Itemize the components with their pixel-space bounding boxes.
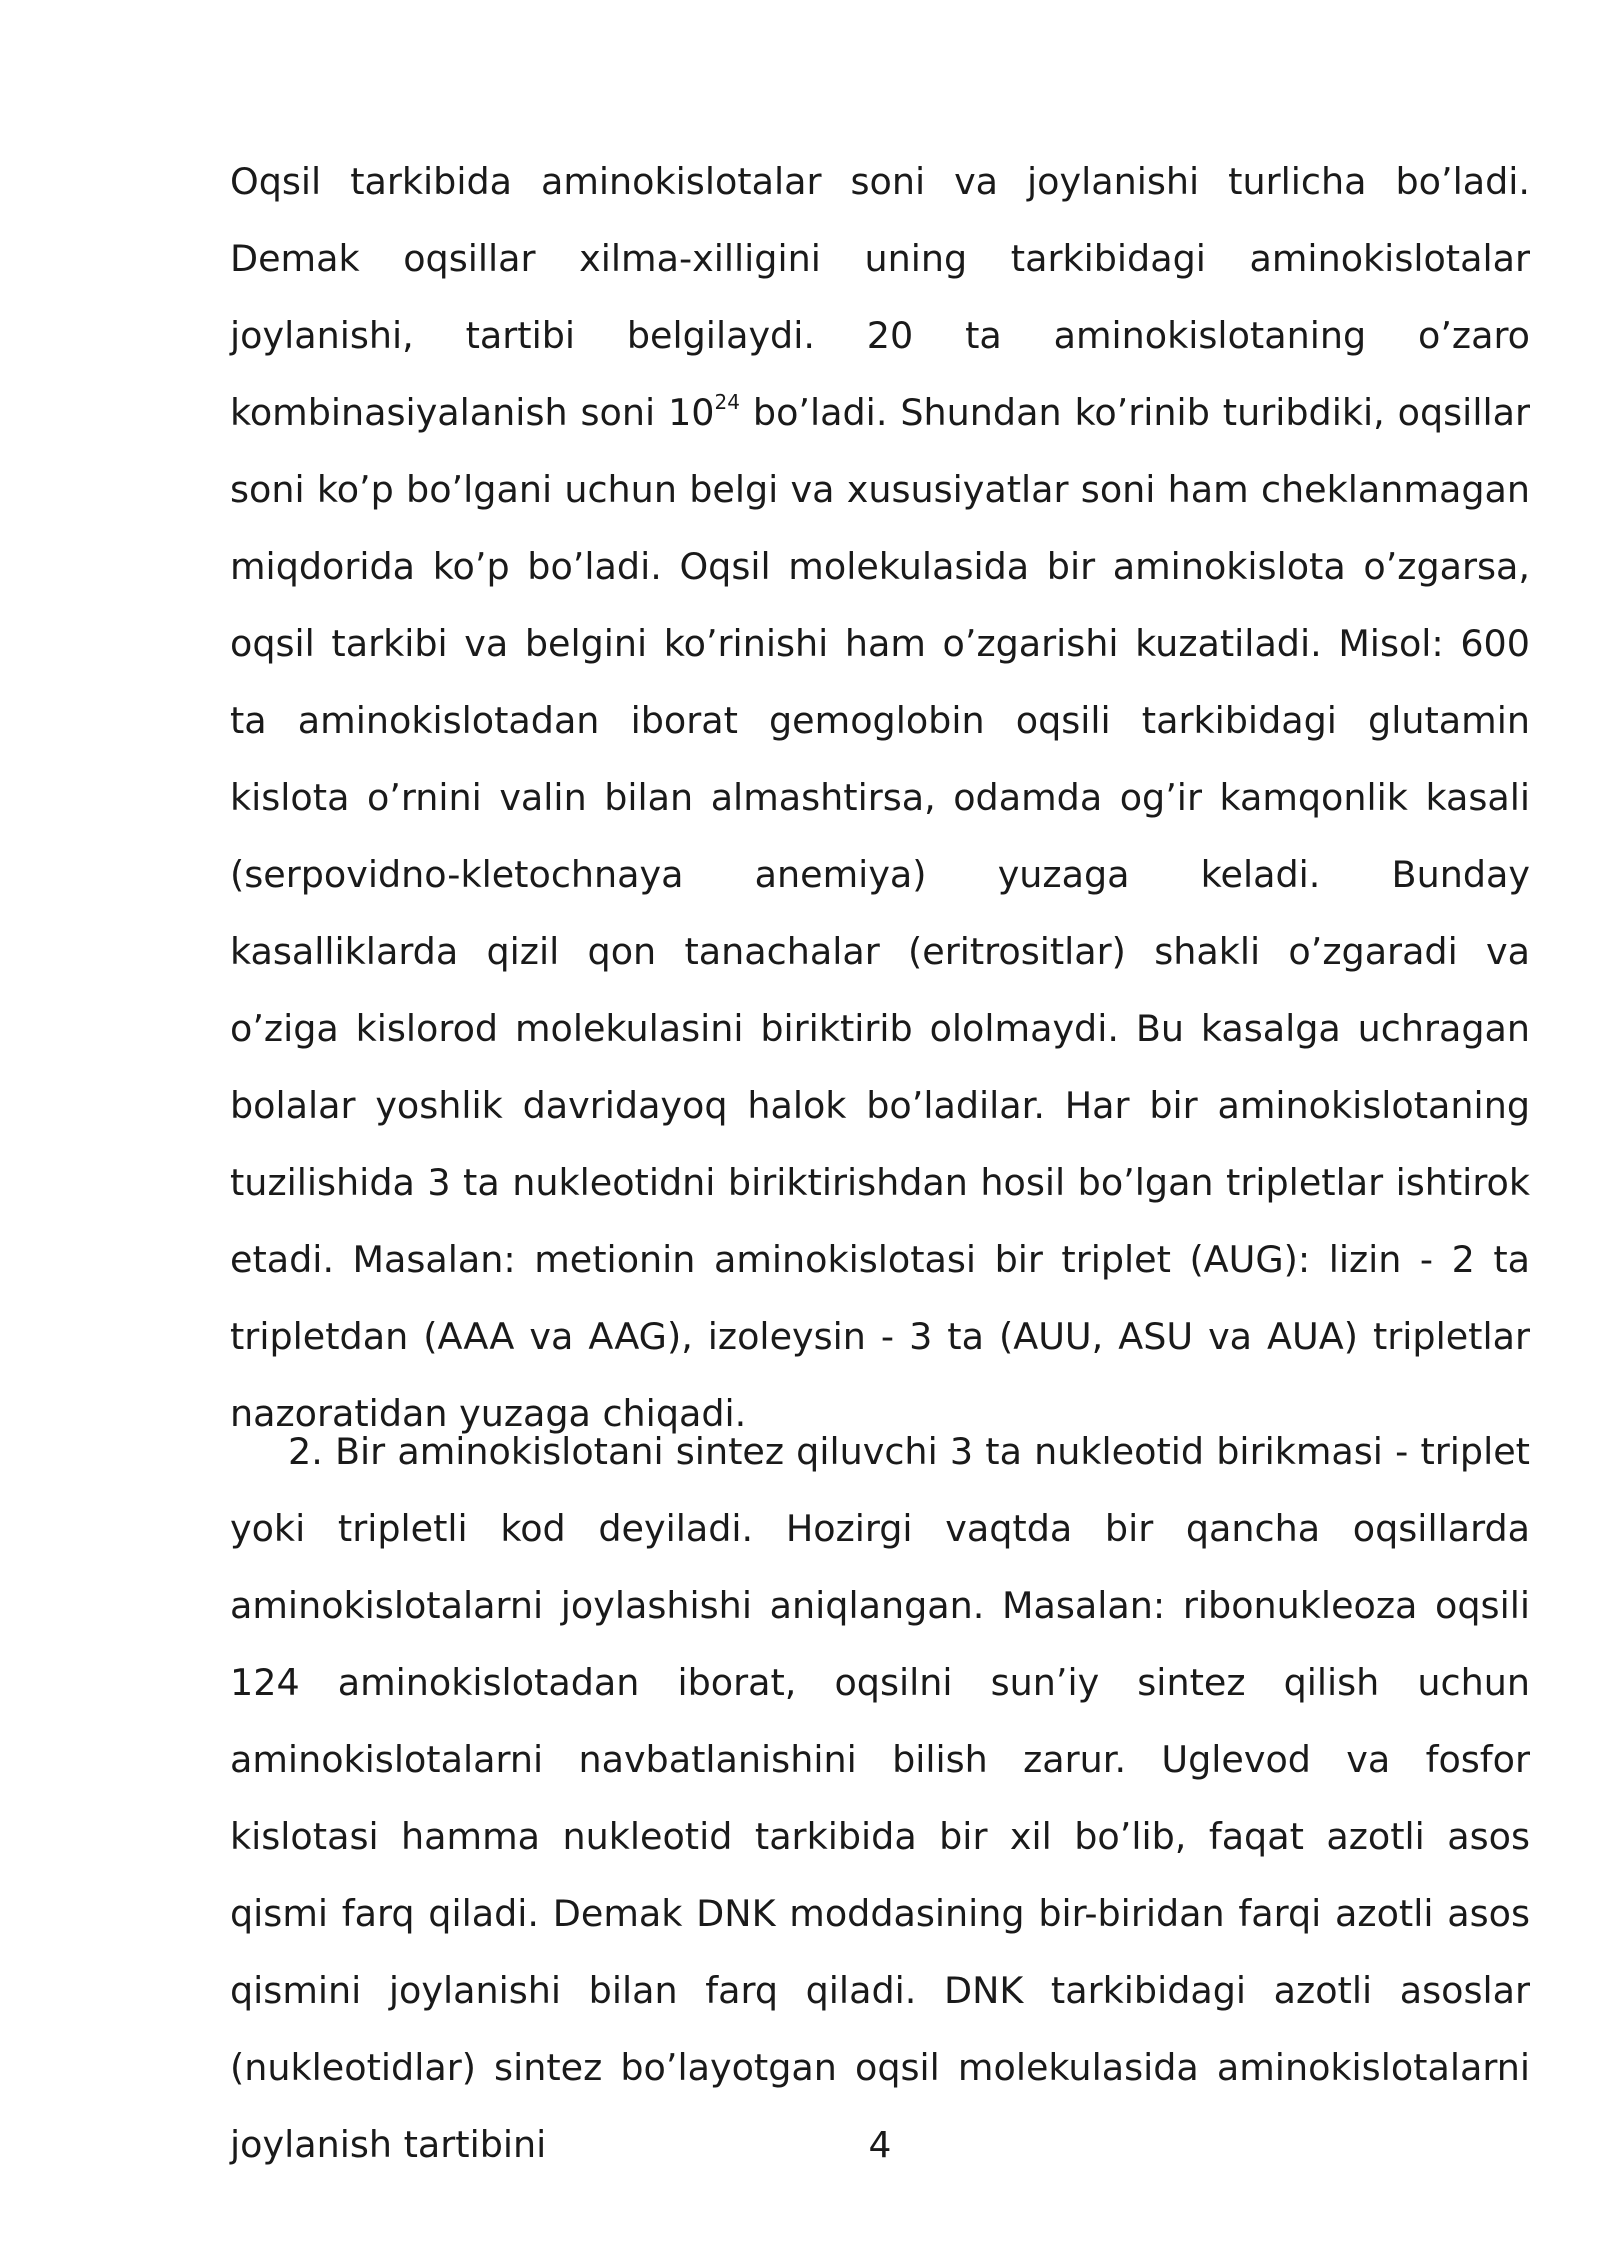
paragraph-triplet-code bbox=[230, 1413, 1530, 2183]
paragraph-text: 2. Bir aminokislotani sintez qiluvchi 3 ta nukleotid birikmasi - triplet yoki tripletli kod deyiladi. Hozirgi vaqtda bir qancha oqsillarda aminokislotalarni joylashishi aniqlangan. Masalan: ribonukleoza oqsili 124 aminokislotadan iborat, oqsilni sun’iy sintez qilish uchun aminokislotalarni navbatlanishini bilish zarur. Uglevod va fosfor kislotasi hamma nukleotid tarkibida bir xil bo’lib, faqat azotli asos qismi farq qiladi. Demak DNK moddasining bir-biridan farqi azotli asos qismini joylanishi bilan farq qiladi. DNK tarkibidagi azotli asoslar (nukleotidlar) sintez bo’layotgan oqsil molekulasida aminokislotalarni joylanish tartibini bbox=[230, 1430, 1530, 2166]
paragraph-aminoacid-diversity bbox=[230, 143, 1530, 1452]
paragraph-text bbox=[230, 143, 1530, 1452]
paragraph-text-after-exponent: bo’ladi. Shundan ko’rinib turibdiki, oqsillar soni ko’p bo’lgani uchun belgi va xususiyatlar soni ham cheklanmagan miqdorida ko’p bo’ladi. Oqsil molekulasida bir aminokislota o’zgarsa, oqsil tarkibi va belgini ko’rinishi ham o’zgarishi kuzatiladi. Misol: 600 ta aminokislotadan iborat gemoglobin oqsili tarkibidagi glutamin kislota o’rnini valin bilan almashtirsa, odamda og’ir kamqonlik kasali (serpovidno-kletochnaya anemiya) yuzaga keladi. Bunday kasalliklarda qizil qon tanachalar (eritrositlar) shakli o’zgaradi va o’ziga kislorod molekulasini biriktirib ololmaydi. Bu kasalga uchragan bolalar yoshlik davridayoq halok bo’ladilar. Har bir aminokislotaning tuzilishida 3 ta nukleotidni biriktirishdan hosil bo’lgan tripletlar ishtirok etadi. Masalan: metionin aminokislotasi bir triplet (AUG): lizin - 2 ta tripletdan (AAA va AAG), izoleysin - 3 ta (AUU, ASU va AUA) tripletlar nazoratidan yuzaga chiqadi. bbox=[230, 391, 1530, 1435]
page-number: 4 bbox=[868, 2125, 892, 2166]
exponent-superscript: 24 bbox=[714, 389, 740, 414]
paragraph-text-before-exponent: Oqsil tarkibida aminokislotalar soni va joylanishi turlicha bo’ladi. Demak oqsillar xilma-xilligini uning tarkibidagi aminokislotalar joylanishi, tartibi belgilaydi. 20 ta aminokislotaning o’zaro kombinasiyalanish soni 10 bbox=[230, 160, 1530, 434]
